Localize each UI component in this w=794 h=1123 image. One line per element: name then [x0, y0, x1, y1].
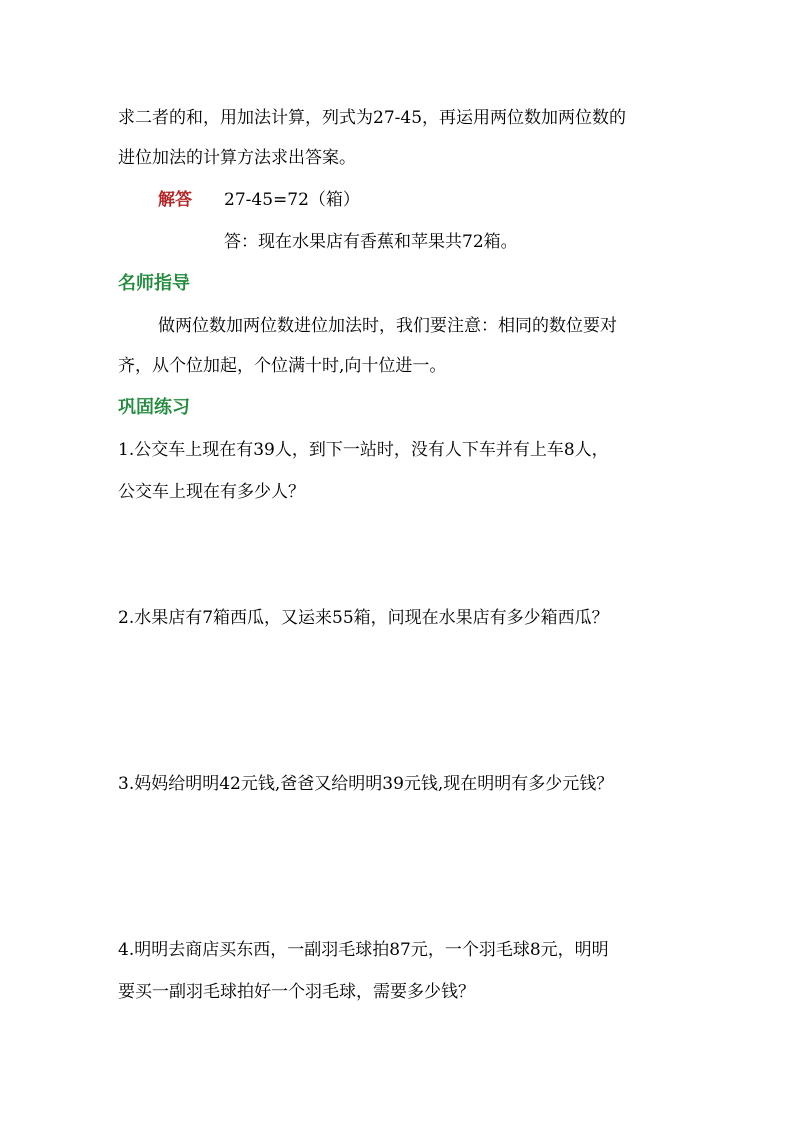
solution-answer: 答：现在水果店有香蕉和苹果共72箱。 [224, 232, 518, 252]
practice-title: 巩固练习 [118, 397, 190, 418]
intro-line-2: 进位加法的计算方法求出答案。 [118, 148, 356, 168]
question-3: 3.妈妈给明明42元钱,爸爸又给明明39元钱,现在明明有多少元钱？ [118, 774, 614, 794]
teacher-guide-line-2: 齐，从个位加起，个位满十时,向十位进一。 [118, 356, 447, 376]
question-4-line-2: 要买一副羽毛球拍好一个羽毛球，需要多少钱？ [118, 982, 475, 1002]
question-4-line-1: 4.明明去商店买东西，一副羽毛球拍87元，一个羽毛球8元，明明 [118, 940, 609, 960]
solution-equation: 27-45=72（箱） [224, 190, 360, 210]
question-1-line-2: 公交车上现在有多少人？ [118, 482, 305, 502]
teacher-guide-title: 名师指导 [118, 273, 190, 294]
question-1-line-1: 1.公交车上现在有39人，到下一站时，没有人下车并有上车8人， [118, 440, 609, 460]
teacher-guide-line-1: 做两位数加两位数进位加法时，我们要注意：相同的数位要对 [158, 316, 617, 336]
intro-line-1: 求二者的和，用加法计算，列式为27-45，再运用两位数加两位数的 [118, 108, 627, 128]
solution-label: 解答 [158, 190, 192, 210]
question-2: 2.水果店有7箱西瓜，又运来55箱，问现在水果店有多少箱西瓜？ [118, 608, 609, 628]
